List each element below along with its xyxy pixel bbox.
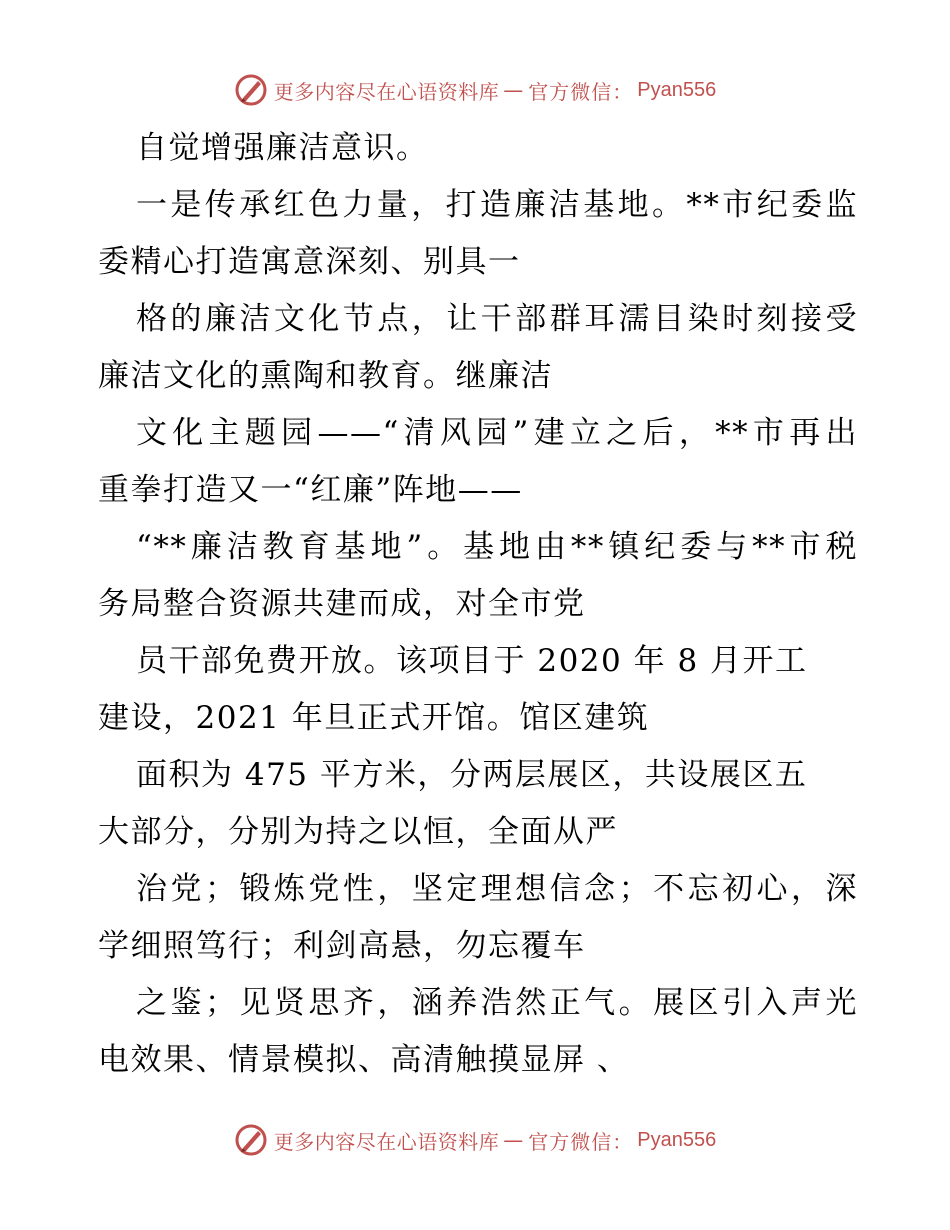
document-body bbox=[98, 120, 858, 1089]
text-line: 委精心打造寓意深刻、别具一 bbox=[98, 244, 521, 280]
text-line: 电效果、情景模拟、高清触摸显屏 、 bbox=[98, 1042, 630, 1078]
text-line: 务局整合资源共建而成，对全市党 bbox=[98, 586, 586, 622]
watermark-account: Pyan556 bbox=[637, 78, 717, 101]
text-line: 文化主题园——“清风园”建立之后，**市再出 bbox=[136, 415, 858, 451]
watermark-main-text: 更多内容尽在心语资料库 bbox=[273, 1129, 500, 1154]
text-line: 重拳打造又一“红廉”阵地—— bbox=[98, 472, 523, 508]
watermark-dash: — bbox=[503, 1128, 525, 1152]
text-line: 治党；锻炼党性，坚定理想信念；不忘初心，深 bbox=[136, 871, 858, 907]
watermark-main-text: 更多内容尽在心语资料库 bbox=[273, 79, 500, 104]
footer-watermark bbox=[0, 1120, 950, 1160]
text-line: 建设，2021 年旦正式开馆。馆区建筑 bbox=[98, 700, 650, 736]
watermark-sub-text: 官方微信： bbox=[528, 79, 634, 104]
watermark-sub-text: 官方微信： bbox=[528, 1129, 634, 1154]
pen-seal-icon bbox=[234, 73, 268, 107]
text-line: 大部分，分别为持之以恒，全面从严 bbox=[98, 814, 618, 850]
pen-seal-icon bbox=[234, 1123, 268, 1157]
text-line: 之鉴；见贤思齐，涵养浩然正气。展区引入声光 bbox=[136, 985, 858, 1021]
text-line: 面积为 475 平方米，分两层展区，共设展区五 bbox=[136, 757, 808, 793]
text-line: 格的廉洁文化节点，让干部群耳濡目染时刻接受 bbox=[136, 301, 858, 337]
text-line: 学细照笃行；利剑高悬，勿忘覆车 bbox=[98, 928, 586, 964]
watermark-dash: — bbox=[503, 78, 525, 102]
watermark-account: Pyan556 bbox=[637, 1128, 717, 1151]
text-line: “**廉洁教育基地”。基地由**镇纪委与**市税 bbox=[136, 529, 858, 565]
text-line: 廉洁文化的熏陶和教育。继廉洁 bbox=[98, 358, 553, 394]
text-line: 员干部免费开放。该项目于 2020 年 8 月开工 bbox=[136, 643, 808, 679]
text-line: 一是传承红色力量，打造廉洁基地。**市纪委监 bbox=[136, 187, 858, 223]
header-watermark bbox=[0, 70, 950, 110]
text-line: 自觉增强廉洁意识。 bbox=[136, 130, 429, 166]
